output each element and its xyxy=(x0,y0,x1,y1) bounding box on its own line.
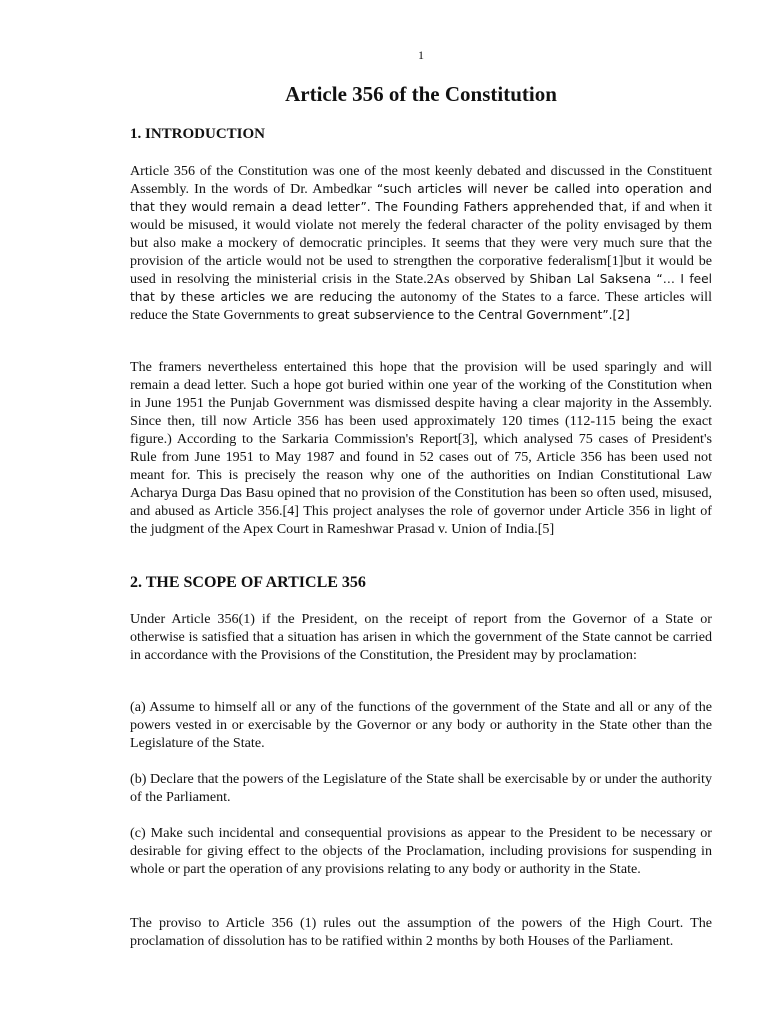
section-heading-scope: 2. THE SCOPE OF ARTICLE 356 xyxy=(130,574,366,591)
intro-p1-quote-3: great subservience to the Central Government”.[2] xyxy=(317,308,630,322)
section-heading-introduction: 1. INTRODUCTION xyxy=(130,126,266,142)
scope-clause-a: (a) Assume to himself all or any of the functions of the government of the State and all or any of the powers vested in or exercisable by the Governor or any body or authority in the State other than the Legislature of the State. xyxy=(130,699,712,751)
scope-paragraph-1: Under Article 356(1) if the President, on the receipt of report from the Governor of a State or otherwise is satisfied that a situation has arisen in which the government of the State cannot be carried in accordance with the Provisions of the Constitution, the President may by proclamation: xyxy=(130,611,712,663)
intro-p1-text-a: Article 356 of the Constitution was one of the most keenly debated and discussed in the Constituent Assembly. In the words of Dr. Ambedkar xyxy=(130,163,712,197)
intro-p1-text-c: the autonomy of the States to a farce. These articles will reduce the State Governments to xyxy=(130,289,712,323)
intro-p1-quote-2: Shiban Lal Saksena “… I feel that by these articles we are reducing xyxy=(130,272,712,304)
scope-proviso-paragraph: The proviso to Article 356 (1) rules out the assumption of the powers of the High Court. The proclamation of dissolution has to be ratified within 2 months by both Houses of the Parliament. xyxy=(130,915,712,949)
intro-paragraph-2: The framers nevertheless entertained this hope that the provision will be used sparingly and will remain a dead letter. Such a hope got buried within one year of the working of the Constitution when in June 1951 the Punjab Government was dismissed despite having a clear majority in the Assembly. Since then, till now Article 356 has been used approximately 120 times (112-115 being the exact figure.) According to the Sarkaria Commission's Report[3], which analysed 75 cases of President's Rule from June 1951 to May 1987 and found in 52 cases out of 75, Article 356 has been used not meant for. This is precisely the reason why one of the authorities on Indian Constitutional Law Acharya Durga Das Basu opined that no provision of the Constitution has been so often used, misused, and abused as Article 356.[4] This project analyses the role of governor under Article 356 in light of the judgment of the Apex Court in Rameshwar Prasad v. Union of India.[5] xyxy=(130,359,712,537)
intro-paragraph-1 xyxy=(130,162,712,324)
scope-clause-b: (b) Declare that the powers of the Legislature of the State shall be exercisable by or under the authority of the Parliament. xyxy=(130,771,712,805)
page-number: 1 xyxy=(418,48,424,62)
scope-clause-c: (c) Make such incidental and consequential provisions as appear to the President to be necessary or desirable for giving effect to the objects of the Proclamation, including provisions for suspending in whole or part the operation of any provisions relating to any body or authority in the State. xyxy=(130,825,712,877)
document-title: Article 356 of the Constitution xyxy=(285,82,557,106)
intro-p1-text-b: if and when it would be misused, it would violate not merely the federal character of the polity envisaged by them but also make a mockery of democratic principles. It seems that they were very much sure that the provision of the article would not be used to strengthen the corporative federalism[1]but it would be used in resolving the ministerial crisis in the State.2As observed by xyxy=(130,199,712,287)
intro-p1-quote: “such articles will never be called into operation and that they would remain a dead letter”. The Founding Fathers apprehended that, xyxy=(130,182,712,214)
